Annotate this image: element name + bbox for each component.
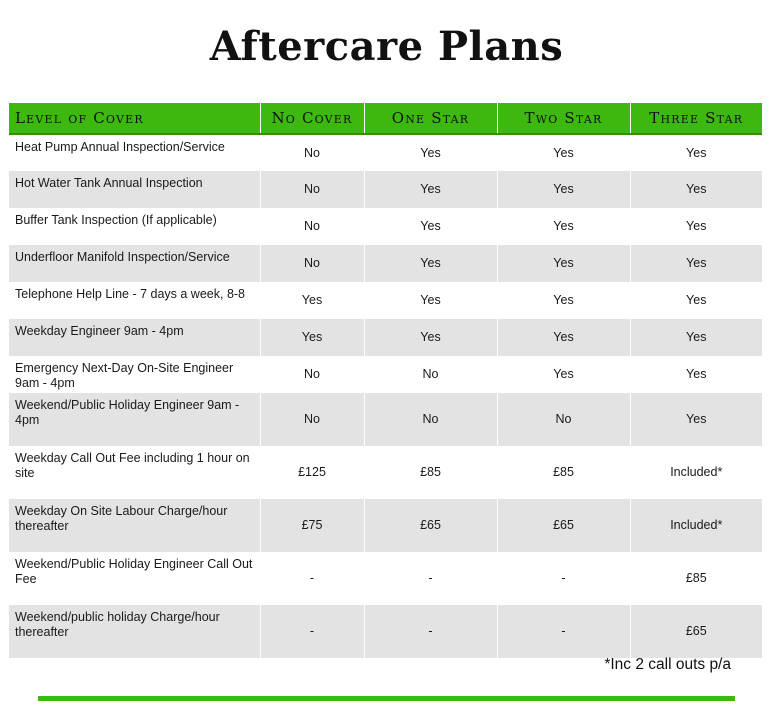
footnote: *Inc 2 call outs p/a (604, 656, 731, 673)
bottom-divider (38, 696, 735, 701)
value-no-cover: - (260, 552, 364, 605)
feature-cell: Buffer Tank Inspection (If applicable) (9, 208, 260, 245)
value-no-cover: £75 (260, 499, 364, 552)
value-two-star: £65 (497, 499, 630, 552)
value-no-cover: No (260, 356, 364, 393)
value-three-star: Yes (630, 319, 762, 356)
value-three-star: Yes (630, 245, 762, 282)
value-three-star: Yes (630, 171, 762, 208)
table-row (9, 245, 762, 282)
value-no-cover: No (260, 393, 364, 446)
feature-cell: Telephone Help Line - 7 days a week, 8-8 (9, 282, 260, 319)
value-three-star: Included* (630, 499, 762, 552)
table-row (9, 171, 762, 208)
feature-cell: Weekday Engineer 9am - 4pm (9, 319, 260, 356)
feature-cell: Weekend/public holiday Charge/hour thereafter (9, 605, 260, 658)
feature-cell: Weekday Call Out Fee including 1 hour on site (9, 446, 260, 499)
header-three-star: Three Star (630, 103, 762, 134)
value-two-star: Yes (497, 356, 630, 393)
table-row (9, 282, 762, 319)
table-row (9, 446, 762, 499)
value-two-star: £85 (497, 446, 630, 499)
value-no-cover: No (260, 134, 364, 171)
value-three-star: Yes (630, 208, 762, 245)
feature-cell: Weekend/Public Holiday Engineer 9am - 4pm (9, 393, 260, 446)
table-row (9, 356, 762, 393)
value-one-star: - (364, 605, 497, 658)
value-two-star: Yes (497, 319, 630, 356)
value-three-star: £85 (630, 552, 762, 605)
value-one-star: £85 (364, 446, 497, 499)
feature-cell: Emergency Next-Day On-Site Engineer 9am - 4pm (9, 356, 260, 393)
table-row (9, 134, 762, 171)
header-row (9, 103, 762, 134)
value-no-cover: £125 (260, 446, 364, 499)
value-two-star: Yes (497, 208, 630, 245)
table-row (9, 605, 762, 658)
value-three-star: Yes (630, 393, 762, 446)
value-no-cover: No (260, 208, 364, 245)
value-two-star: Yes (497, 282, 630, 319)
value-no-cover: Yes (260, 282, 364, 319)
value-two-star: No (497, 393, 630, 446)
value-one-star: Yes (364, 134, 497, 171)
value-one-star: Yes (364, 208, 497, 245)
value-one-star: - (364, 552, 497, 605)
feature-cell: Underfloor Manifold Inspection/Service (9, 245, 260, 282)
page-title: Aftercare Plans (209, 23, 564, 70)
aftercare-plans-table (9, 103, 762, 658)
value-no-cover: - (260, 605, 364, 658)
value-one-star: Yes (364, 245, 497, 282)
value-three-star: Yes (630, 134, 762, 171)
value-three-star: Included* (630, 446, 762, 499)
value-two-star: Yes (497, 134, 630, 171)
value-no-cover: Yes (260, 319, 364, 356)
header-one-star: One Star (364, 103, 497, 134)
table-row (9, 499, 762, 552)
feature-cell: Weekend/Public Holiday Engineer Call Out Fee (9, 552, 260, 605)
feature-cell: Hot Water Tank Annual Inspection (9, 171, 260, 208)
header-level-of-cover: Level of Cover (9, 103, 260, 134)
table-row (9, 208, 762, 245)
table-row (9, 552, 762, 605)
value-no-cover: No (260, 171, 364, 208)
header-no-cover: No Cover (260, 103, 364, 134)
value-one-star: Yes (364, 282, 497, 319)
feature-cell: Weekday On Site Labour Charge/hour thereafter (9, 499, 260, 552)
feature-cell: Heat Pump Annual Inspection/Service (9, 134, 260, 171)
value-two-star: - (497, 552, 630, 605)
header-two-star: Two Star (497, 103, 630, 134)
value-no-cover: No (260, 245, 364, 282)
table-row (9, 319, 762, 356)
table-row (9, 393, 762, 446)
value-one-star: £65 (364, 499, 497, 552)
value-two-star: Yes (497, 245, 630, 282)
value-two-star: Yes (497, 171, 630, 208)
value-three-star: Yes (630, 282, 762, 319)
value-two-star: - (497, 605, 630, 658)
value-one-star: Yes (364, 171, 497, 208)
value-one-star: Yes (364, 319, 497, 356)
value-three-star: Yes (630, 356, 762, 393)
value-three-star: £65 (630, 605, 762, 658)
value-one-star: No (364, 393, 497, 446)
value-one-star: No (364, 356, 497, 393)
